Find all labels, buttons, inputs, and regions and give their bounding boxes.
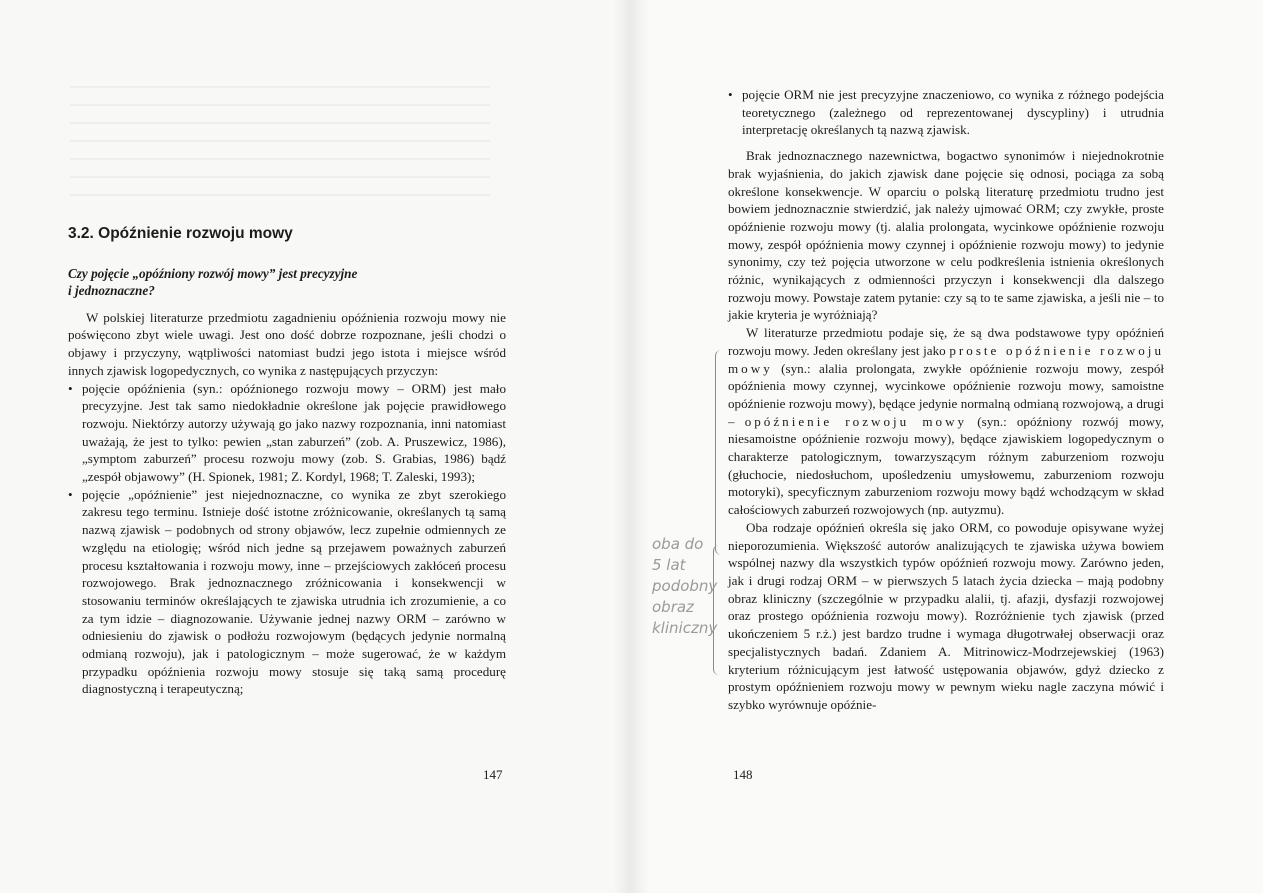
bullet-item-3: • pojęcie ORM nie jest precyzyjne znaczeniowo, co wynika z różnego podejścia teoretycznego (zależnego od reprezentowanej dyscypliny) i utrudnia interpretację określanych tą nazwą zjawisk. [728, 86, 1164, 139]
intro-paragraph: W polskiej literaturze przedmiotu zagadnieniu opóźnienia rozwoju mowy nie poświęcono zbyt wiele uwagi. Jest ono dość dobrze rozpoznane, jeśli chodzi o objawy i przyczyny, wątpliwości natomiast budzi jego istota i miejsce wśród innych zjawisk logopedycznych, co wynika z następujących przyczyn: [68, 309, 506, 378]
margin-bracket [715, 350, 724, 555]
term-simple-delay: proste opóźnienie rozwoju mowy [728, 342, 1164, 376]
gutter-shadow [631, 0, 649, 893]
question-line-1: Czy pojęcie „opóźniony rozwój mowy” jest precyzyjne [68, 265, 358, 281]
section-title: 3.2. Opóźnienie rozwoju mowy [68, 225, 293, 242]
paragraph-2-start: W literaturze przedmiotu podaje się, że są dwa podstawowe typy opóźnień rozwoju mowy. Jeden określany jest jako [728, 325, 1164, 358]
paragraph-2-mid: (syn.: alalia prolongata, zwykłe opóźnienie rozwoju mowy, zespół opóźnienia mowy czynnej, wycinkowe opóźnienie rozwoju mowy, samoistne opóźnienie rozwoju mowy), będące jedynie normalną odmianą rozwojową, a drugi – [728, 360, 1164, 429]
margin-note-line: oba do [652, 535, 704, 553]
bullet-item-2: • pojęcie „opóźnienie” jest niejednoznaczne, co wynika ze zbyt szerokiego zakresu tego terminu. Istnieje dość istotne zróżnicowanie, określanych tą samą nazwą zjawisk – podobnych od strony objawów, lecz zupełnie odmiennych ze względu na etiologię; wśród nich jedne są przejawem poważnych zaburzeń procesu kształtowania i rozwoju mowy, inne – przejściowych zakłóceń procesu rozwojowego. Brak jednoznacznego zróżnicowania i konsekwencji w stosowaniu terminów określających te zjawiska utrudnia ich zrozumienie, a co za tym idzie – diagnozowanie. Używanie jednej nazwy ORM – zarówno w odniesieniu do zjawisk o podłożu rozwojowym (będących jedynie normalną odmianą rozwoju), jak i patologicznym – może sugerować, że w każdym przypadku opóźnienia rozwoju mowy stosuje się taką samą procedurę diagnostyczną i terapeutyczną; [68, 486, 506, 698]
paragraph-3: Oba rodzaje opóźnień określa się jako ORM, co powoduje opisywane wyżej nieporozumienia. Większość autorów analizujących te zjawiska używa bowiem wspólnej nazwy dla wszystkich typów opóźnień rozwoju mowy. Zarówno jeden, jak i drugi rodzaj ORM – w pierwszych 5 latach życia dziecka – mają podobny obraz kliniczny (szczególnie w przypadku alalii, tj. afazji, dysfazji rozwojowej oraz prostego opóźnienia rozwoju mowy). Rozróżnienie tych zjawisk (przed ukończeniem 5 r.ż.) jest bardzo trudne i wymaga długotrwałej obserwacji oraz specjalistycznych badań. Zdaniem A. Mitrinowicz-Modrzejewskiej (1963) kryterium różnicującym jest łatwość ustępowania objawów, gdyż dziecko z prostym opóźnieniem rozwoju mowy w pewnym wieku nagle zaczyna mówić i szybko wyrównuje opóźnie- [728, 519, 1164, 712]
term-speech-delay: opóźnienie rozwoju mowy [744, 413, 968, 429]
gutter-shadow [613, 0, 631, 893]
bleed-through-text [70, 86, 490, 206]
margin-note-line: 5 lat [652, 556, 686, 574]
margin-note-line: kliniczny [652, 619, 718, 637]
paragraph-1: Brak jednoznacznego nazewnictwa, bogactwo synonimów i niejednokrotnie brak wyjaśnienia, do jakich zjawisk dane pojęcie się odnosi, pociąga za sobą określone konsekwencje. W oparciu o polską literaturę przedmiotu trudno jest bowiem jednoznacznie stwierdzić, jak należy ujmować ORM; czy zwykłe, proste opóźnienie rozwoju mowy (tj. alalia prolongata, wycinkowe opóźnienie rozwoju mowy, zespół opóźnienia mowy czynnej i opóźnienie rozwoju mowy) to jedynie synonimy, czy też pojęcia utworzone w celu podkreślenia istnienia określonych różnic, wynikających z odmienności przyczyn i konsekwencji dla dalszego rozwoju mowy. Powstaje zatem pytanie: czy są to te same zjawiska, a jeśli nie – to jakie kryteria je wyróżniają? [728, 148, 1164, 323]
page-number-right: 148 [733, 767, 753, 782]
handwritten-margin-note [652, 534, 732, 639]
left-page-text [68, 225, 506, 698]
bullet-item-1: • pojęcie opóźnienia (syn.: opóźnionego rozwoju mowy – ORM) jest mało precyzyjne. Jest tak samo niedokładnie określone jak pojęcie prawidłowego rozwoju. Niektórzy autorzy używają go jako nazwy rozpoznania, inni natomiast uważają, że jest to tylko: pewien „stan zaburzeń” (zob. A. Pruszewicz, 1986), „symptom zaburzeń” procesu rozwoju mowy (zob. S. Grabias, 1986) bądź „zespół objawowy” (H. Spionek, 1981; Z. Kordyl, 1968; T. Zaleski, 1993); [68, 380, 506, 486]
margin-note-line: obraz [652, 598, 694, 616]
paragraph-2 [728, 324, 1164, 519]
page-number-left: 147 [483, 767, 503, 782]
paragraph-2-end: (syn.: opóźniony rozwój mowy, niesamoistne opóźnienie rozwoju mowy), będące zjawiskiem logopedycznym o charakterze patologicznym, towarzyszącym różnym zaburzeniom rozwoju (głuchocie, niedosłuchom, upośledzeniu umysłowemu, zaburzeniom rozwoju motoryki), specyficznym zaburzeniom rozwoju mowy bądź wchodzącym w skład całościowych zaburzeń rozwojowych (np. autyzmu). [728, 413, 1164, 518]
margin-note-line: podobny [652, 577, 718, 595]
question-line-2: i jednoznaczne? [68, 282, 155, 298]
right-page-text [728, 86, 1164, 714]
question-heading [68, 265, 506, 299]
